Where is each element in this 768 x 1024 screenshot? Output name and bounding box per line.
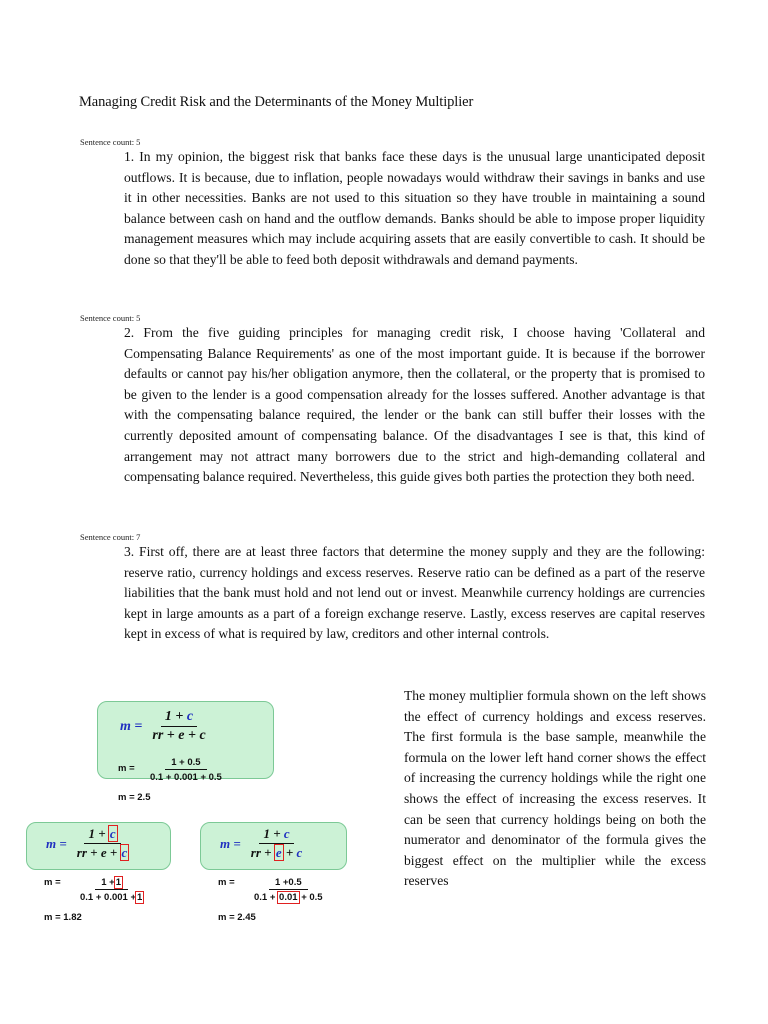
base-calculation: m = 1 + 0.5 0.1 + 0.001 + 0.5: [118, 757, 222, 783]
sentence-count-1: Sentence count: 5: [80, 137, 141, 147]
sentence-count-2: Sentence count: 5: [80, 313, 141, 323]
paragraph-1: 1. In my opinion, the biggest risk that banks face these days is the unusual large unanticipated deposit outflows. It is because, due to inflation, people nowadays would withdraw their savings in banks and use it in other necessities. Banks are not used to this situation so they have trouble in maintaining a sound balance between cash on hand and the outflow demands. Banks should be able to impose proper liquidity management measures which may include acquiring assets that are easily convertible to cash. It should be done so that they'll be able to feed both deposit withdrawals and demand payments.: [124, 149, 705, 267]
base-result: m = 2.5: [118, 792, 151, 803]
money-multiplier-figure: [20, 695, 360, 935]
excess-calculation: m = 1 +0.5 0.1 + 0.01 + 0.5: [218, 877, 323, 903]
paragraph-3: 3. First off, there are at least three factors that determine the money supply and they are the following: reserve ratio, currency holdings and excess reserves. Reserve ratio can be defined as a part of the reserve liabilities that the bank must hold and not lend out or invest. Meanwhile currency holdings are currencies kept in large amounts as a part of a foreign exchange reserve. Lastly, excess reserves are capital reserves kept in excess of what is required by law, creditors and other internal controls.: [124, 544, 705, 642]
currency-formula: m = $\frac{1 + c}{rr + e + c}$: [46, 826, 128, 860]
currency-calculation: m = 1 +1 0.1 + 0.001 +1: [44, 877, 143, 903]
base-formula: m = $\frac{1 + c}{rr + e + c}$: [120, 709, 206, 743]
excess-result: m = 2.45: [218, 912, 256, 923]
currency-result: m = 1.82: [44, 912, 82, 923]
figure-explanation: The money multiplier formula shown on the left shows the effect of currency holdings and excess reserves. The first formula is the base sample, meanwhile the formula on the lower left hand corner shows the effect of increasing the currency holdings while the right one shows the effect of increasing the excess reserves. It can be seen that currency holdings being on both the numerator and denominator of the formula gives the biggest effect on the multiplier while the excess reserves: [404, 688, 706, 889]
excess-formula: m = $\frac{1 + c}{rr + e + c}$: [220, 826, 303, 860]
paragraph-2: 2. From the five guiding principles for managing credit risk, I choose having 'Collateral and Compensating Balance Requirements' as one of the most important guide. It is because if the borrower defaults or cannot pay his/her obligation anymore, then the collateral, or the property that is promised to be given to the lender is a good compensation already for the losses suffered. Another advantage is that with the compensating balance required, the lender or the bank can still buffer their losses with the currently deposited amount of compensating balance. Of the disadvantages I see is that, this kind of arrangement may not attract many borrowers due to the strict and high-demanding collateral and compensating balance required. Nevertheless, this guide gives both parties the protection they both need.: [124, 325, 705, 485]
sentence-count-3: Sentence count: 7: [80, 532, 141, 542]
document-title: Managing Credit Risk and the Determinants of the Money Multiplier: [79, 94, 474, 110]
